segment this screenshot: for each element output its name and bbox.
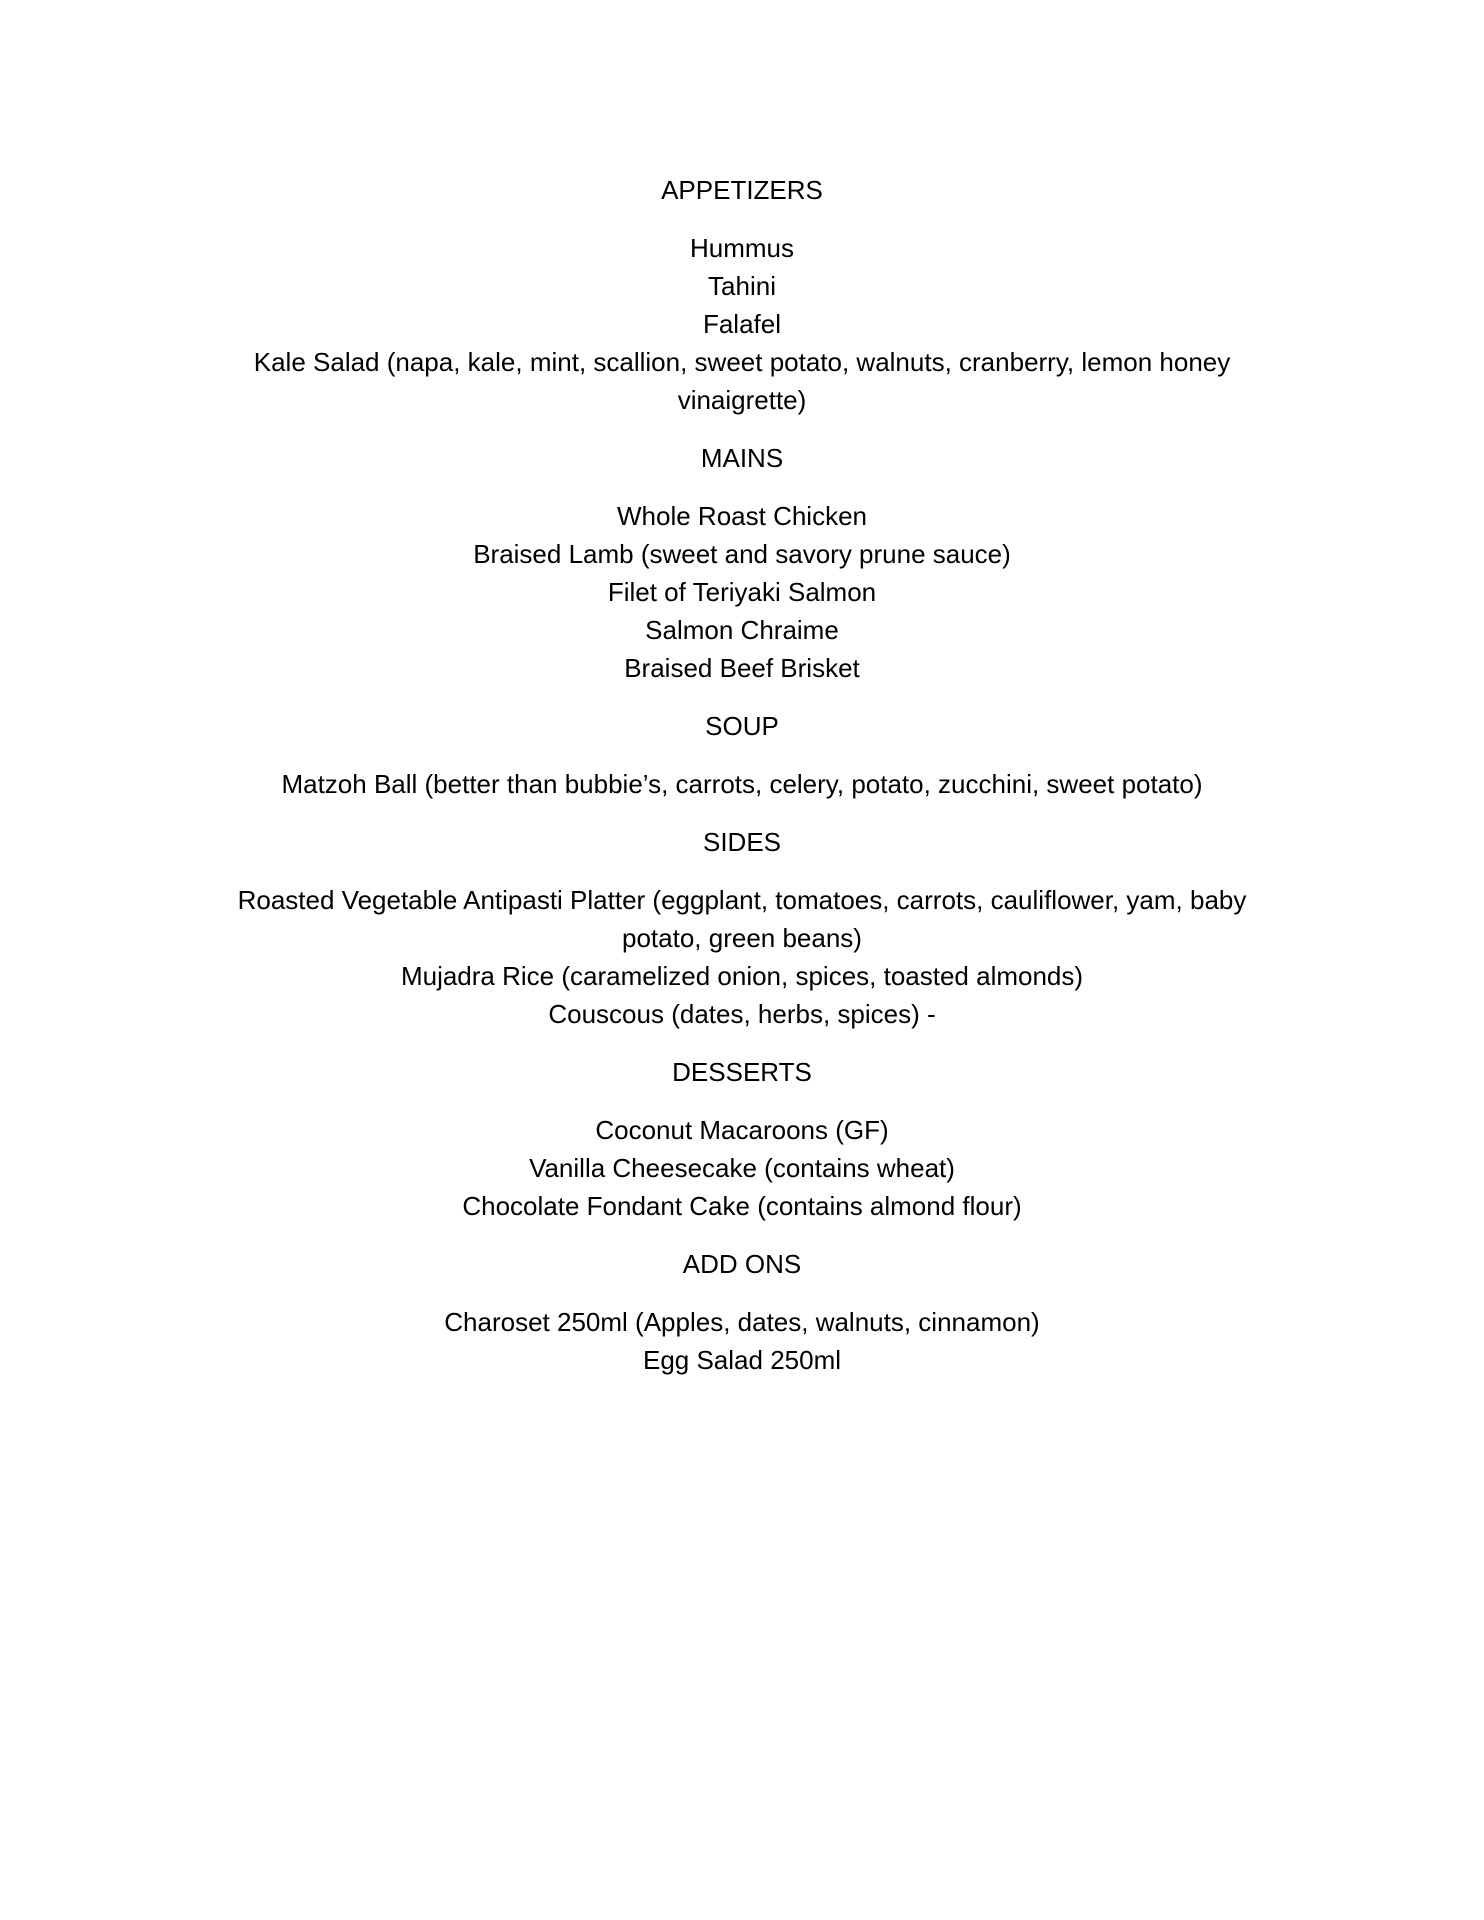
menu-item: Vanilla Cheesecake (contains wheat)	[529, 1153, 955, 1183]
section-heading-add-ons: ADD ONS	[682, 1249, 802, 1279]
menu-section-mains	[175, 497, 1309, 687]
menu-item: Couscous (dates, herbs, spices) -	[548, 999, 936, 1029]
section-heading-soup: SOUP	[705, 711, 779, 741]
menu-item: Matzoh Ball (better than bubbie’s, carrots, celery, potato, zucchini, sweet potato)	[281, 769, 1203, 799]
menu-item: Tahini	[708, 271, 776, 301]
menu-item-wrapped-line: vinaigrette)	[677, 385, 807, 415]
section-heading-sides: SIDES	[702, 827, 782, 857]
menu-section-desserts	[175, 1111, 1309, 1225]
section-heading-mains: MAINS	[700, 443, 784, 473]
menu-section-soup	[175, 765, 1309, 803]
menu-item: Roasted Vegetable Antipasti Platter (eggplant, tomatoes, carrots, cauliflower, yam, baby	[237, 885, 1247, 915]
menu-item: Filet of Teriyaki Salmon	[607, 577, 877, 607]
menu-item-wrapped-line: potato, green beans)	[622, 923, 862, 953]
menu-section-appetizers	[175, 229, 1309, 419]
menu-item: Mujadra Rice (caramelized onion, spices, toasted almonds)	[400, 961, 1084, 991]
menu-item: Whole Roast Chicken	[617, 501, 867, 531]
menu-item: Falafel	[702, 309, 782, 339]
menu-document	[175, 0, 1309, 1379]
menu-item: Kale Salad (napa, kale, mint, scallion, sweet potato, walnuts, cranberry, lemon honey	[253, 347, 1231, 377]
menu-item: Charoset 250ml (Apples, dates, walnuts, cinnamon)	[444, 1307, 1040, 1337]
menu-section-add-ons	[175, 1303, 1309, 1379]
menu-item: Egg Salad 250ml	[642, 1345, 842, 1375]
menu-item: Coconut Macaroons (GF)	[595, 1115, 889, 1145]
section-heading-appetizers: APPETIZERS	[661, 175, 823, 205]
menu-item: Braised Beef Brisket	[624, 653, 860, 683]
menu-section-sides	[175, 881, 1309, 1033]
menu-item: Braised Lamb (sweet and savory prune sauce)	[473, 539, 1011, 569]
menu-item: Chocolate Fondant Cake (contains almond flour)	[462, 1191, 1022, 1221]
section-heading-desserts: DESSERTS	[672, 1057, 812, 1087]
menu-item: Hummus	[689, 233, 794, 263]
menu-item: Salmon Chraime	[645, 615, 839, 645]
